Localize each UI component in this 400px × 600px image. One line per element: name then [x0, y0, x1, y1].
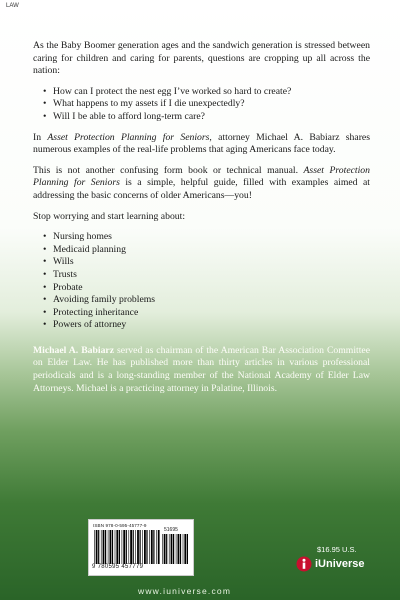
intro-paragraph: As the Baby Boomer generation ages and the sandwich generation is stressed between caring for children and caring for parents, questions are cropping up all across the nation: [33, 40, 370, 77]
barcode-digits: 9 780595 457779 [92, 564, 144, 570]
author-name: Michael A. Babiarz [33, 344, 115, 356]
supplement-barcode-bars [162, 534, 188, 564]
book-title: Asset Protection Planning for Seniors [33, 164, 370, 189]
topic-list [33, 231, 370, 332]
topic-item: • Protecting inheritance [43, 307, 370, 320]
author-bio [33, 345, 370, 395]
isbn-number: ISBN 978-0-595-45777-9 [93, 523, 147, 528]
publisher-name: iUniverse [315, 558, 365, 570]
isbn-barcode [88, 519, 194, 576]
topic-item: • Wills [43, 256, 370, 269]
paragraph-text: , attorney Michael A. Babiarz shares numerous examples of the real-life problems that aging Americans face today. [33, 131, 370, 156]
question-item: • Will I be able to afford long-term care? [43, 111, 370, 124]
topics-intro: Stop worrying and start learning about: [33, 210, 186, 222]
question-item: • How can I protect the nest egg I’ve worked so hard to create? [43, 86, 370, 99]
paragraph-text: This is not another confusing form book or technical manual. [33, 164, 304, 176]
paragraph-text: is a simple, helpful guide, filled with examples aimed at addressing the basic concerns of older Americans—you! [33, 177, 371, 201]
category-label: LAW [6, 3, 19, 9]
book-title: Asset Protection Planning for Seniors [47, 131, 210, 143]
guide-paragraph [33, 165, 370, 203]
paragraph-text: In [33, 131, 48, 143]
price-label: $16.95 U.S. [317, 545, 357, 554]
publisher-logo [296, 555, 365, 573]
topic-item: • Trusts [43, 269, 370, 282]
author-bio-text: served as chairman of the American Bar Association Committee on Elder Law. He has published more than thirty articles in various professional periodicals and is a long-standing member of the National Academy of Elder Law Attorneys. Michael is a practicing attorney in Palatine, Illinois. [33, 344, 370, 394]
question-item: • What happens to my assets if I die unexpectedly? [43, 98, 370, 111]
topic-item: • Probate [43, 282, 370, 295]
topic-item: • Medicaid planning [43, 244, 370, 257]
iuniverse-logo-icon [296, 556, 312, 572]
book-description-paragraph [33, 132, 370, 157]
topic-item: • Avoiding family problems [43, 294, 370, 307]
publisher-website: www.iuniverse.com [138, 586, 232, 596]
topic-item: • Nursing homes [43, 231, 370, 244]
barcode-bars [94, 530, 160, 564]
back-cover-text [33, 40, 370, 403]
topic-item: • Powers of attorney [43, 319, 370, 332]
question-list [33, 86, 370, 124]
price-code: 51695 [164, 527, 178, 533]
